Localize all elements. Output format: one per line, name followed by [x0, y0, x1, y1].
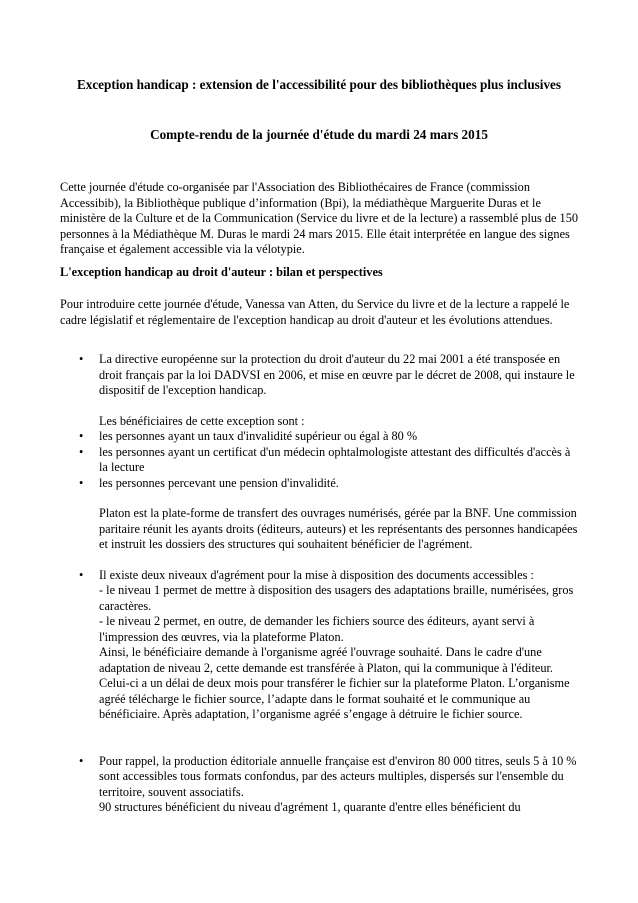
list-item-beneficiary [60, 445, 580, 476]
bullet-icon: • [79, 352, 84, 366]
bullet-icon: • [79, 567, 84, 582]
bullet-icon: • [79, 429, 84, 443]
list-item-beneficiary [60, 476, 580, 492]
structures-text: 90 structures bénéficient du niveau d'agrément 1, quarante d'entre elles bénéficient du [99, 800, 521, 814]
directive-text: La directive européenne sur la protection du droit d'auteur du 22 mai 2001 a été transposée en droit français par la loi DADVSI en 2006, et mise en œuvre par le décret de 2008, qui instaure le dispositif de l'exception handicap. [99, 352, 575, 397]
platon-paragraph: Platon est la plate-forme de transfert des ouvrages numérisés, gérée par la BNF. Une commission paritaire réunit les ayants droits (éditeurs, auteurs) et les représentants des personnes handicapées et instruit les dossiers des structures qui souhaitent bénéficier de l'agrément. [99, 506, 578, 551]
document-subtitle: Compte-rendu de la journée d'étude du mardi 24 mars 2015 [150, 127, 488, 142]
section-heading: L'exception handicap au droit d'auteur : bilan et perspectives [60, 265, 383, 279]
production-text: Pour rappel, la production éditoriale annuelle française est d'environ 80 000 titres, seuls 5 à 10 % sont accessibles tous formats confondus, par des acteurs multiples, dispersés sur l'ensemble du territoire, souvent associatifs. [99, 753, 577, 799]
beneficiary-text: les personnes percevant une pension d'invalidité. [99, 475, 339, 490]
levels-detail-text: Ainsi, le bénéficiaire demande à l'organisme agréé l'ouvrage souhaité. Dans le cadre d'une adaptation de niveau 2, cette demande est transférée à Platon, qui la communique à l'éditeur. Celui-ci a un délai de deux mois pour transférer le fichier sur la plateforme Platon. L’organisme agréé télécharge le fichier source, l’adapte dans le format souhaité et le communique au bénéficiaire. Après adaptation, l’organisme agréé s’engage à détruire le fichier source. [99, 645, 570, 721]
bullet-icon: • [79, 444, 84, 459]
beneficiaries-intro: Les bénéficiaires de cette exception sont : [99, 413, 305, 428]
list-item-directive [60, 352, 580, 399]
levels-intro-text: Il existe deux niveaux d'agrément pour la mise à disposition des documents accessibles : [99, 567, 534, 582]
list-item-levels [60, 568, 580, 723]
list-item-production [60, 754, 580, 816]
beneficiary-text: les personnes ayant un taux d'invalidité supérieur ou égal à 80 % [99, 429, 418, 443]
intro-paragraph: Cette journée d'étude co-organisée par l'Association des Bibliothécaires de France (commission Accessibib), la Bibliothèque publique d’information (Bpi), la médiathèque Marguerite Duras et le ministère de la Culture et de la Communication (Service du livre et de la lecture) a rassemblé plus de 150 personnes à la Médiathèque M. Duras le mardi 24 mars 2015. Elle était interprétée en langue des signes française et également accessible via la vélotypie. [60, 180, 579, 256]
bullet-list [60, 352, 580, 816]
bullet-icon: • [79, 475, 84, 490]
list-item-beneficiary [60, 429, 580, 445]
section-intro-paragraph: Pour introduire cette journée d'étude, Vanessa van Atten, du Service du livre et de la lecture a rappelé le cadre législatif et réglementaire de l'exception handicap au droit d'auteur et les évolutions attendues. [60, 297, 570, 327]
level2-text: - le niveau 2 permet, en outre, de demander les fichiers source des éditeurs, ayant servi à l'impression des œuvres, via la plateforme Platon. [99, 614, 535, 644]
level1-text: - le niveau 1 permet de mettre à disposition des usagers des adaptations braille, numérisées, gros caractères. [99, 583, 574, 613]
bullet-icon: • [79, 753, 84, 768]
beneficiary-text: les personnes ayant un certificat d'un médecin ophtalmologiste attestant des difficultés d'accès à la lecture [99, 444, 571, 474]
document-title: Exception handicap : extension de l'accessibilité pour des bibliothèques plus inclusives [76, 77, 562, 92]
